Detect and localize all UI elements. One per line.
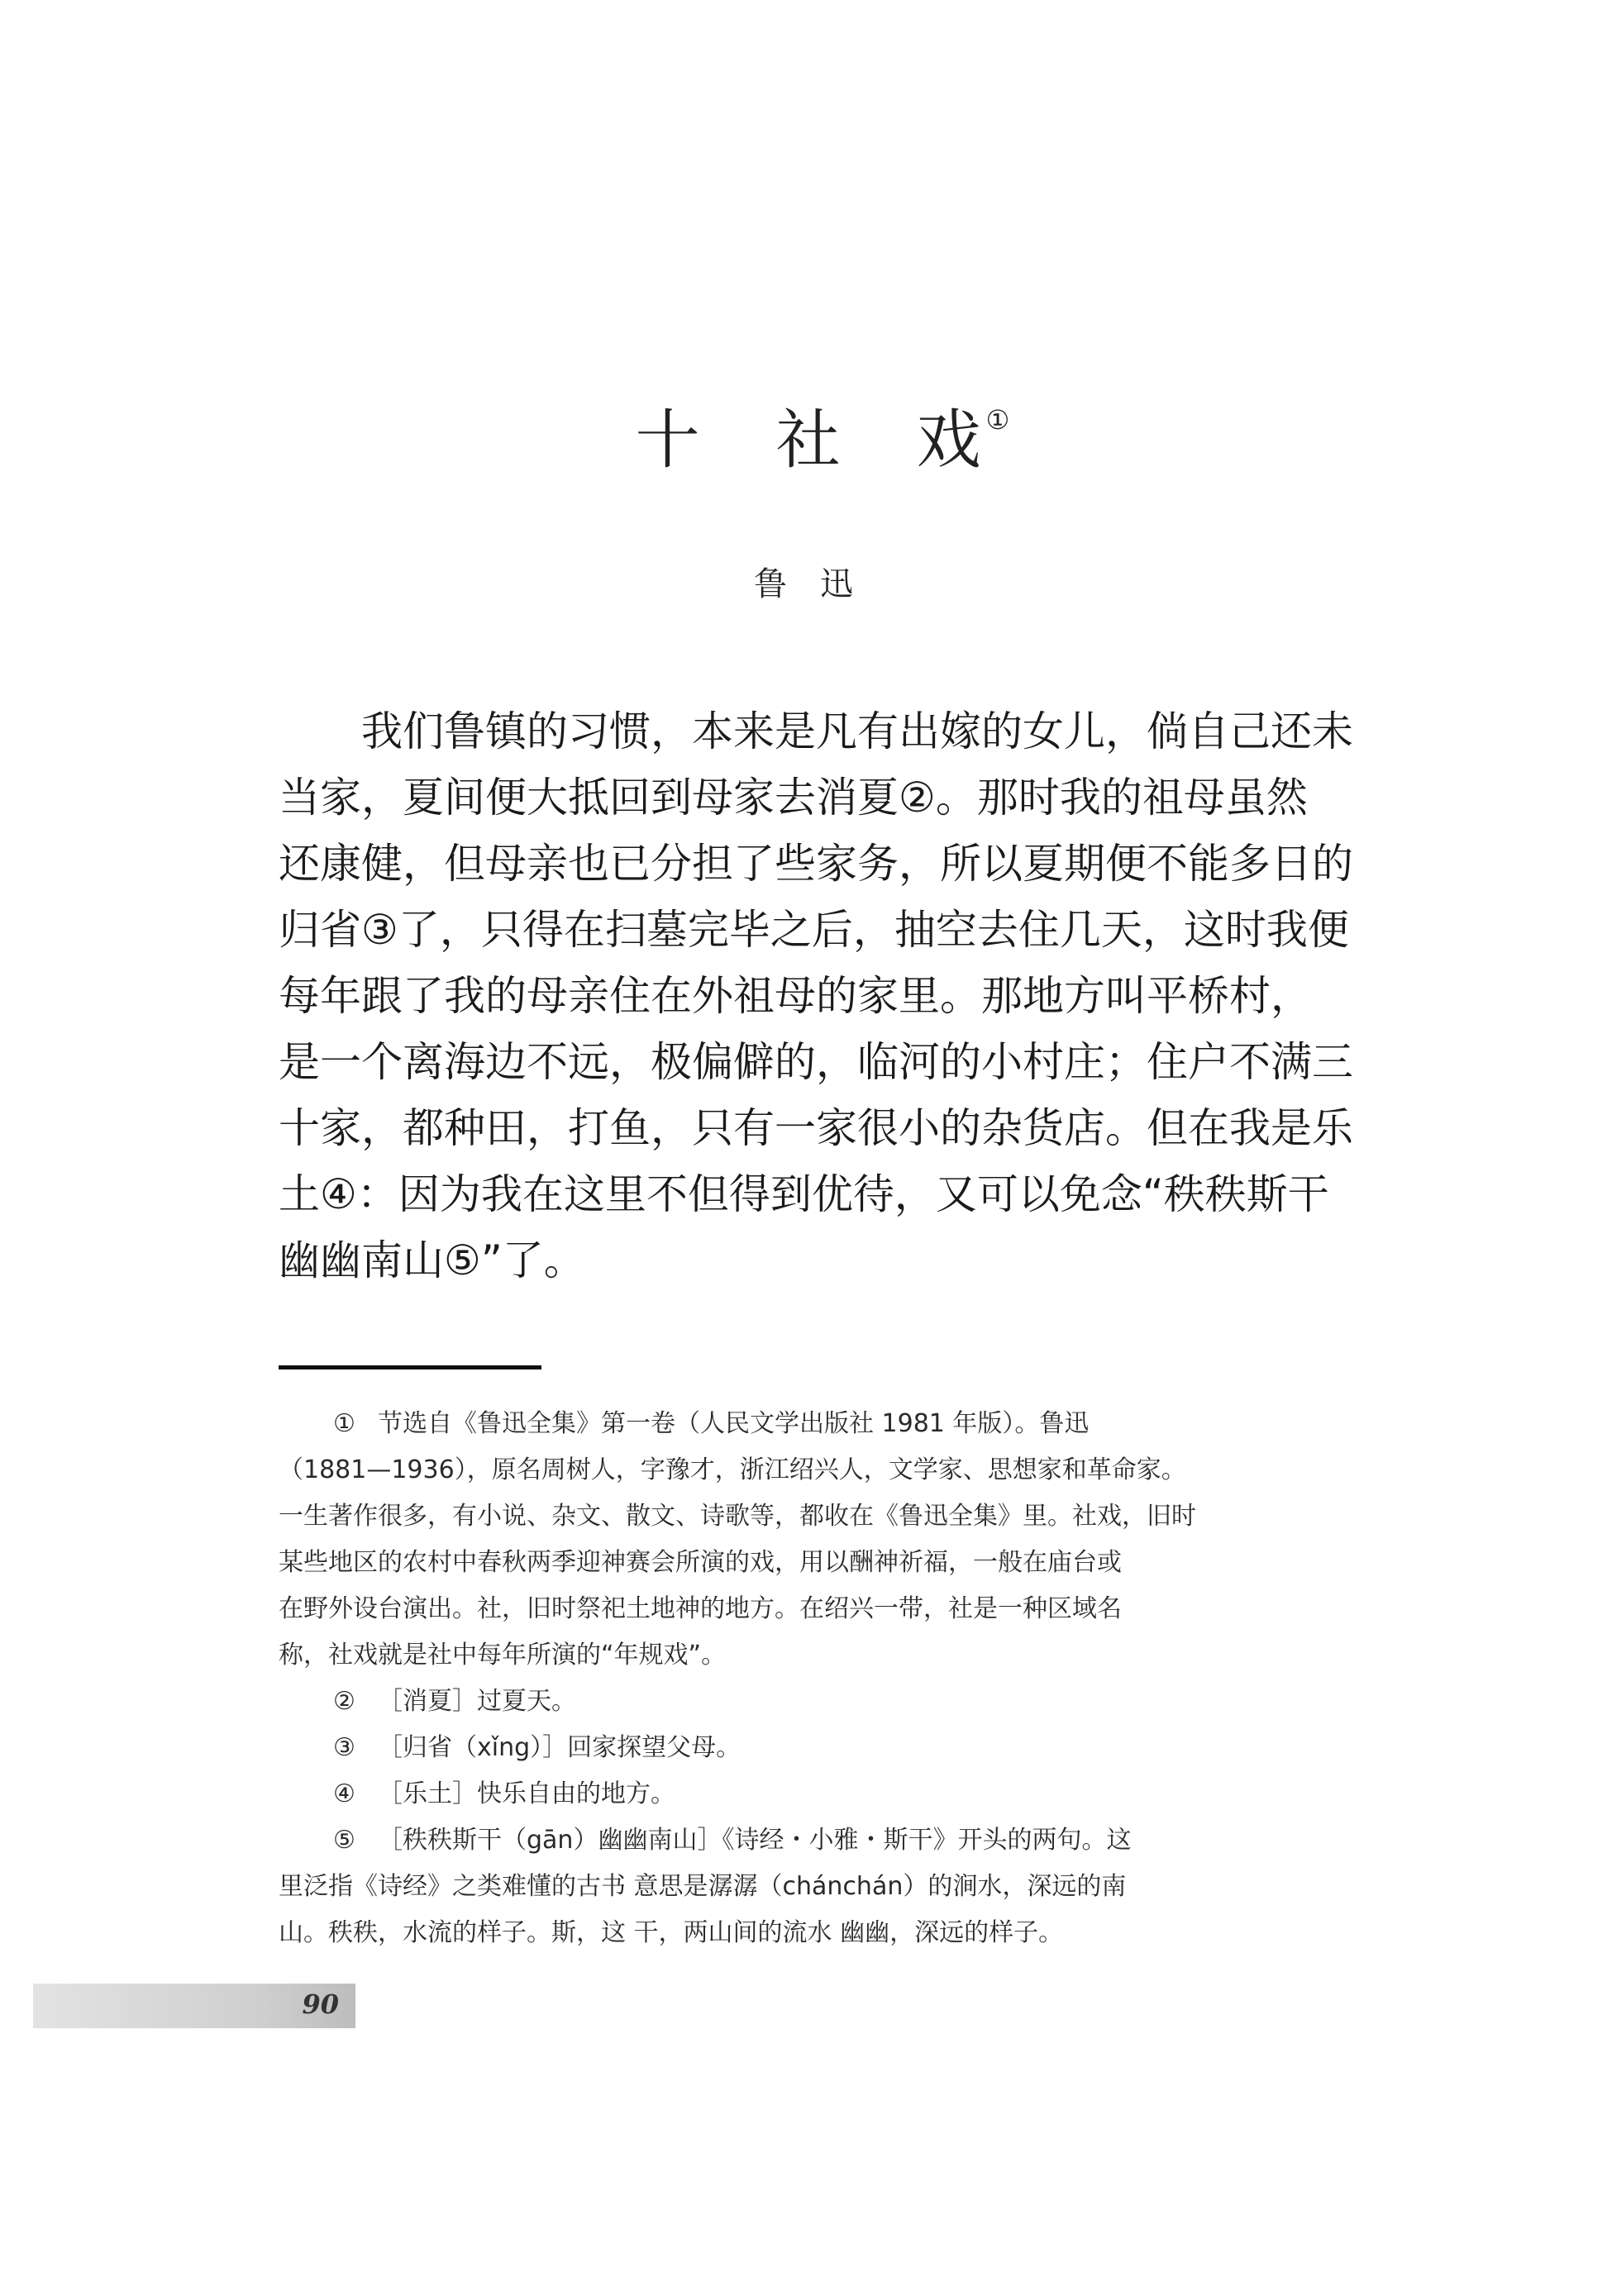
body-line: 十家，都种田，打鱼，只有一家很小的杂货店。但在我是乐 [279, 1104, 1353, 1152]
footnote-text: ［归省（xǐng）］回家探望父母。 [378, 1733, 742, 1762]
title-footnote-marker: ① [985, 404, 1010, 436]
title-char: 十 [635, 403, 700, 478]
body-line: 幽幽南山⑤”了。 [279, 1236, 585, 1284]
footnote-divider [279, 1365, 541, 1370]
footnote-1-line: 某些地区的农村中春秋两季迎神赛会所演的戏，用以酬神祈福，一般在庙台或 [279, 1548, 1122, 1577]
footnote-5-line [279, 1817, 1328, 1864]
footnote-text: ［秩秩斯干（gān）幽幽南山］《诗经・小雅・斯干》开头的两句。这 [378, 1826, 1132, 1855]
footnote-1-line: 在野外设台演出。社，旧时祭祀土地神的地方。在绍兴一带，社是一种区域名 [279, 1594, 1122, 1623]
page-number: 90 [302, 1989, 339, 2020]
body-line: 每年跟了我的母亲住在外祖母的家里。那地方叫平桥村， [279, 972, 1312, 1020]
title-char: 戏 [916, 403, 981, 478]
footnote-1-line: 一生著作很多，有小说、杂文、散文、诗歌等，都收在《鲁迅全集》里。社戏，旧时 [279, 1502, 1196, 1531]
footnote-text: ［消夏］过夏天。 [378, 1687, 576, 1716]
footnote-text: 节选自《鲁迅全集》第一卷（人民文学出版社 1981 年版）。鲁迅 [378, 1409, 1090, 1438]
page-number-tab [33, 1984, 355, 2028]
footnote-number: ④ [333, 1779, 355, 1808]
body-paragraph [279, 698, 1353, 1293]
footnote-number: ③ [333, 1733, 355, 1762]
author-char: 鲁 [754, 565, 787, 603]
footnote-3-line [279, 1725, 1328, 1771]
footnote-number: ⑤ [333, 1826, 355, 1855]
title-char: 社 [775, 403, 841, 478]
footnote-1-line: 称，社戏就是社中每年所演的“年规戏”。 [279, 1641, 727, 1670]
body-line: 土④：因为我在这里不但得到优待，又可以免念“秩秩斯干 [279, 1170, 1329, 1218]
footnote-number: ② [333, 1687, 355, 1716]
author-char: 迅 [820, 565, 853, 603]
footnote-1-line [279, 1401, 1328, 1447]
footnote-5-line: 里泛指《诗经》之类难懂的古书 意思是潺潺（chánchán）的涧水，深远的南 [279, 1872, 1127, 1901]
chapter-title [0, 388, 1607, 481]
footnote-1-line: （1881—1936），原名周树人，字豫才，浙江绍兴人，文学家、思想家和革命家。 [279, 1455, 1186, 1484]
footnote-number: ① [333, 1409, 355, 1438]
body-line: 归省③了，只得在扫墓完毕之后，抽空去住几天，这时我便 [279, 906, 1349, 954]
body-line: 当家，夏间便大抵回到母家去消夏②。那时我的祖母虽然 [279, 774, 1308, 822]
footnote-5-line: 山。秩秩，水流的样子。斯，这 干，两山间的流水 幽幽，深远的样子。 [279, 1918, 1064, 1947]
footnote-2-line [279, 1679, 1328, 1725]
author-name [0, 558, 1607, 605]
body-line: 我们鲁镇的习惯，本来是凡有出嫁的女儿，倘自己还未 [361, 707, 1353, 755]
body-line: 还康健，但母亲也已分担了些家务，所以夏期便不能多日的 [279, 840, 1353, 888]
footnote-4-line [279, 1771, 1328, 1817]
footnotes [279, 1401, 1328, 1956]
body-line: 是一个离海边不远，极偏僻的，临河的小村庄；住户不满三 [279, 1038, 1353, 1086]
footnote-text: ［乐土］快乐自由的地方。 [378, 1779, 675, 1808]
